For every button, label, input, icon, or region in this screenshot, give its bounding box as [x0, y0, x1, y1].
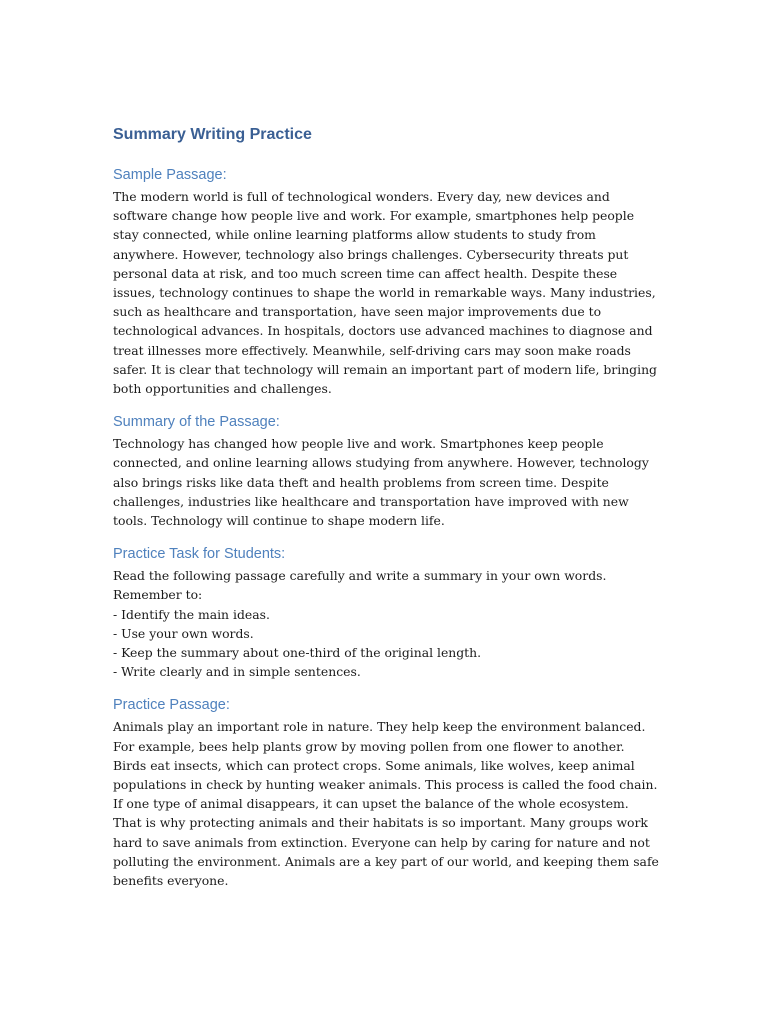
task-list-item: - Write clearly and in simple sentences.	[113, 664, 361, 680]
summary-section	[113, 413, 661, 530]
practice-task-intro: Read the following passage carefully and write a summary in your own words. Remember to:	[113, 568, 607, 603]
task-list-item: - Use your own words.	[113, 625, 254, 641]
document-title: Summary Writing Practice	[113, 126, 312, 143]
task-list-item: - Keep the summary about one-third of the original length.	[113, 645, 482, 661]
document-body	[113, 124, 661, 905]
practice-task-heading: Practice Task for Students:	[113, 546, 286, 563]
summary-text: Technology has changed how people live and work. Smartphones keep people connected, and online learning allows studying from anywhere. However, technology also brings risks like data theft and health problems from screen time. Despite challenges, industries like healthcare and transportation have improved with new tools. Technology will continue to shape modern life.	[113, 436, 649, 529]
sample-passage-heading: Sample Passage:	[113, 167, 227, 183]
summary-heading: Summary of the Passage:	[113, 414, 280, 431]
task-list-item: - Identify the main ideas.	[113, 606, 270, 622]
practice-task-section	[113, 545, 661, 681]
practice-passage-heading: Practice Passage:	[113, 697, 230, 714]
practice-passage-text: Animals play an important role in nature. They help keep the environment balanced. For example, bees help plants grow by moving pollen from one flower to another. Birds eat insects, which can protect crops. Some animals, like wolves, keep animal populations in check by hunting weaker animals. This process is called the food chain. If one type of animal disappears, it can upset the balance of the whole ecosystem. That is why protecting animals and their habitats is so important. Many groups work hard to save animals from extinction. Everyone can help by caring for nature and not polluting the environment. Animals are a key part of our world, and keeping them safe benefits everyone.	[113, 719, 659, 889]
sample-passage-text: The modern world is full of technological wonders. Every day, new devices and software change how people live and work. For example, smartphones help people stay connected, while online learning platforms allow students to study from anywhere. However, technology also brings challenges. Cybersecurity threats put personal data at risk, and too much screen time can affect health. Despite these issues, technology continues to shape the world in remarkable ways. Many industries, such as healthcare and transportation, have seen major improvements due to technological advances. In hospitals, doctors use advanced machines to diagnose and treat illnesses more effectively. Meanwhile, self-driving cars may soon make roads safer. It is clear that technology will remain an important part of modern life, bringing both opportunities and challenges.	[113, 189, 657, 397]
practice-passage-section	[113, 696, 661, 890]
sample-passage-section	[113, 166, 661, 398]
